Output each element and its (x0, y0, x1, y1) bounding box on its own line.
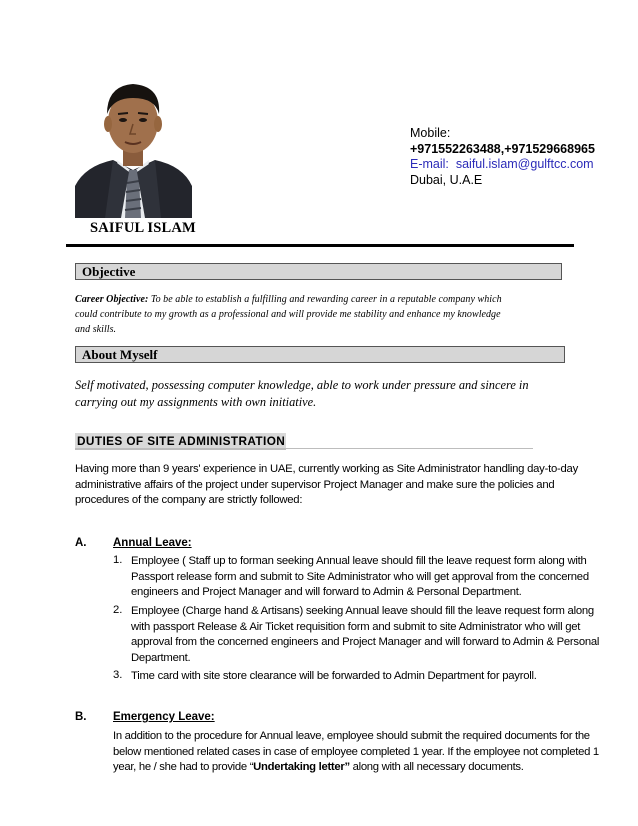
header-divider (66, 244, 574, 247)
duties-intro (75, 462, 578, 509)
list-item-line: Time card with site store clearance will be forwarded to Admin Department for payroll. (131, 670, 537, 682)
emergency-leave-line3-pre: year, he / she had to provide “ (113, 761, 254, 773)
list-item-line: approval from the concerned engineers and Project Manager and will forward to Admin & Personal (131, 636, 600, 648)
duties-intro-line1: Having more than 9 years' experience in UAE, currently working as Site Administrator handling day-to-day (75, 463, 578, 475)
profile-photo (75, 68, 192, 218)
list-item (131, 604, 599, 666)
list-item-line: with passport Release & Air Ticket requisition form and submit to site Administrator who will get (131, 620, 581, 633)
about-line1: Self motivated, possessing computer knowledge, able to work under pressure and sincere in (75, 378, 529, 392)
mobile-number[interactable]: +971552263488,+971529668965 (410, 141, 595, 156)
email-address[interactable]: saiful.islam@gulftcc.com (455, 157, 594, 171)
list-item (131, 554, 589, 601)
candidate-name: SAIFUL ISLAM (90, 220, 196, 236)
list-item-number: 3. (113, 669, 123, 681)
career-objective-label: Career Objective: (75, 294, 149, 305)
email-row[interactable] (410, 157, 595, 173)
career-objective-line2: could contribute to my growth as a professional and will provide me stability and enhance my knowledge (75, 309, 501, 320)
emergency-leave-line3 (113, 760, 599, 776)
list-item-line: engineers and Project Manager and will forward to Admin & Personal Department. (131, 586, 522, 598)
list-item-line: Employee ( Staff up to forman seeking Annual leave should fill the leave request form along with (131, 555, 587, 567)
list-item (131, 669, 537, 685)
about-heading: About Myself (75, 346, 565, 363)
emergency-leave-line1: In addition to the procedure for Annual leave, employee should submit the required documents for the (113, 730, 590, 742)
email-label: E-mail: (410, 157, 449, 171)
duties-heading-rule (75, 448, 533, 449)
about-text (75, 377, 529, 411)
contact-block (410, 126, 595, 188)
career-objective-line1: To be able to establish a fulfilling and rewarding career in a reputable company which (150, 294, 502, 305)
emergency-leave-line3-post: along with all necessary documents. (349, 761, 524, 773)
mobile-label: Mobile: (410, 126, 451, 140)
section-b-title: Emergency Leave: (113, 711, 215, 723)
objective-heading: Objective (75, 263, 562, 280)
emergency-leave-text (113, 729, 599, 776)
list-item-line: Passport release form and submit to Site Administrator who will get approval from the concerned (131, 570, 589, 583)
emergency-leave-line2: below mentioned related cases in case of employee completed 1 year. If the employee not completed 1 (113, 745, 599, 758)
list-item-number: 2. (113, 604, 123, 616)
section-b-letter: B. (75, 711, 87, 723)
location: Dubai, U.A.E (410, 172, 483, 187)
duties-intro-line2: administrative affairs of the project under supervisor Project Manager and make sure the policies and (75, 478, 555, 491)
list-item-number: 1. (113, 554, 123, 566)
section-a-title: Annual Leave: (113, 537, 192, 549)
career-objective (75, 292, 502, 337)
about-line2: carrying out my assignments with own initiative. (75, 395, 317, 409)
career-objective-line3: and skills. (75, 324, 117, 335)
section-a-letter: A. (75, 537, 87, 549)
duties-intro-line3: procedures of the company are strictly followed: (75, 494, 303, 506)
list-item-line: Department. (131, 651, 191, 664)
list-item-line: Employee (Charge hand & Artisans) seeking Annual leave should fill the leave request form along (131, 605, 594, 617)
undertaking-letter: Undertaking letter” (253, 761, 350, 773)
duties-heading: DUTIES OF SITE ADMINISTRATION (77, 434, 286, 448)
